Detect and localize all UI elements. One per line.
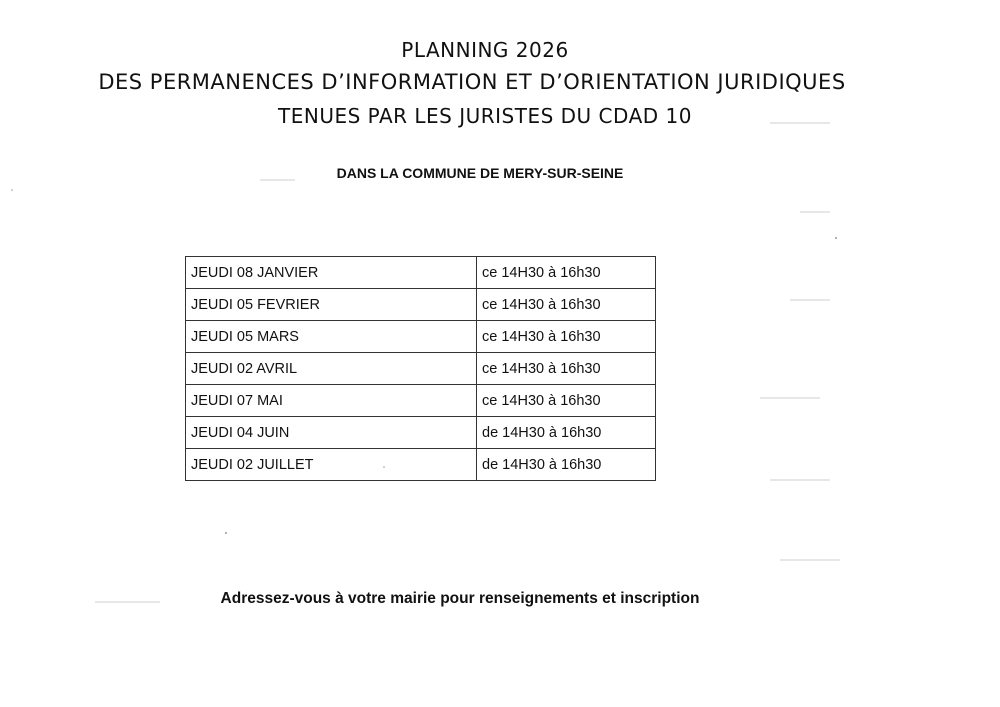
title-line-2: DES PERMANENCES D’INFORMATION ET D’ORIENTATION JURIDIQUES bbox=[98, 70, 846, 94]
footer-note: Adressez-vous à votre mairie pour renseignements et inscription bbox=[220, 590, 700, 607]
date-cell: JEUDI 08 JANVIER bbox=[186, 257, 477, 289]
table-row bbox=[186, 353, 656, 385]
hours-cell: ce 14H30 à 16h30 bbox=[477, 353, 656, 385]
title-line-3: TENUES PAR LES JURISTES DU CDAD 10 bbox=[278, 104, 692, 128]
commune-subtitle: DANS LA COMMUNE DE MERY-SUR-SEINE bbox=[336, 165, 624, 181]
table-row bbox=[186, 289, 656, 321]
date-cell: JEUDI 07 MAI bbox=[186, 385, 477, 417]
date-cell: JEUDI 04 JUIN bbox=[186, 417, 477, 449]
date-cell: JEUDI 02 AVRIL bbox=[186, 353, 477, 385]
hours-cell: de 14H30 à 16h30 bbox=[477, 417, 656, 449]
table-row bbox=[186, 449, 656, 481]
date-cell: JEUDI 05 MARS bbox=[186, 321, 477, 353]
date-cell: JEUDI 02 JUILLET bbox=[186, 449, 477, 481]
hours-cell: ce 14H30 à 16h30 bbox=[477, 289, 656, 321]
table-row bbox=[186, 385, 656, 417]
table-row bbox=[186, 257, 656, 289]
table-row bbox=[186, 321, 656, 353]
hours-cell: ce 14H30 à 16h30 bbox=[477, 321, 656, 353]
table-row bbox=[186, 417, 656, 449]
hours-cell: ce 14H30 à 16h30 bbox=[477, 257, 656, 289]
title-line-1: PLANNING 2026 bbox=[401, 38, 569, 62]
schedule-table bbox=[185, 256, 656, 481]
date-cell: JEUDI 05 FEVRIER bbox=[186, 289, 477, 321]
hours-cell: de 14H30 à 16h30 bbox=[477, 449, 656, 481]
hours-cell: ce 14H30 à 16h30 bbox=[477, 385, 656, 417]
